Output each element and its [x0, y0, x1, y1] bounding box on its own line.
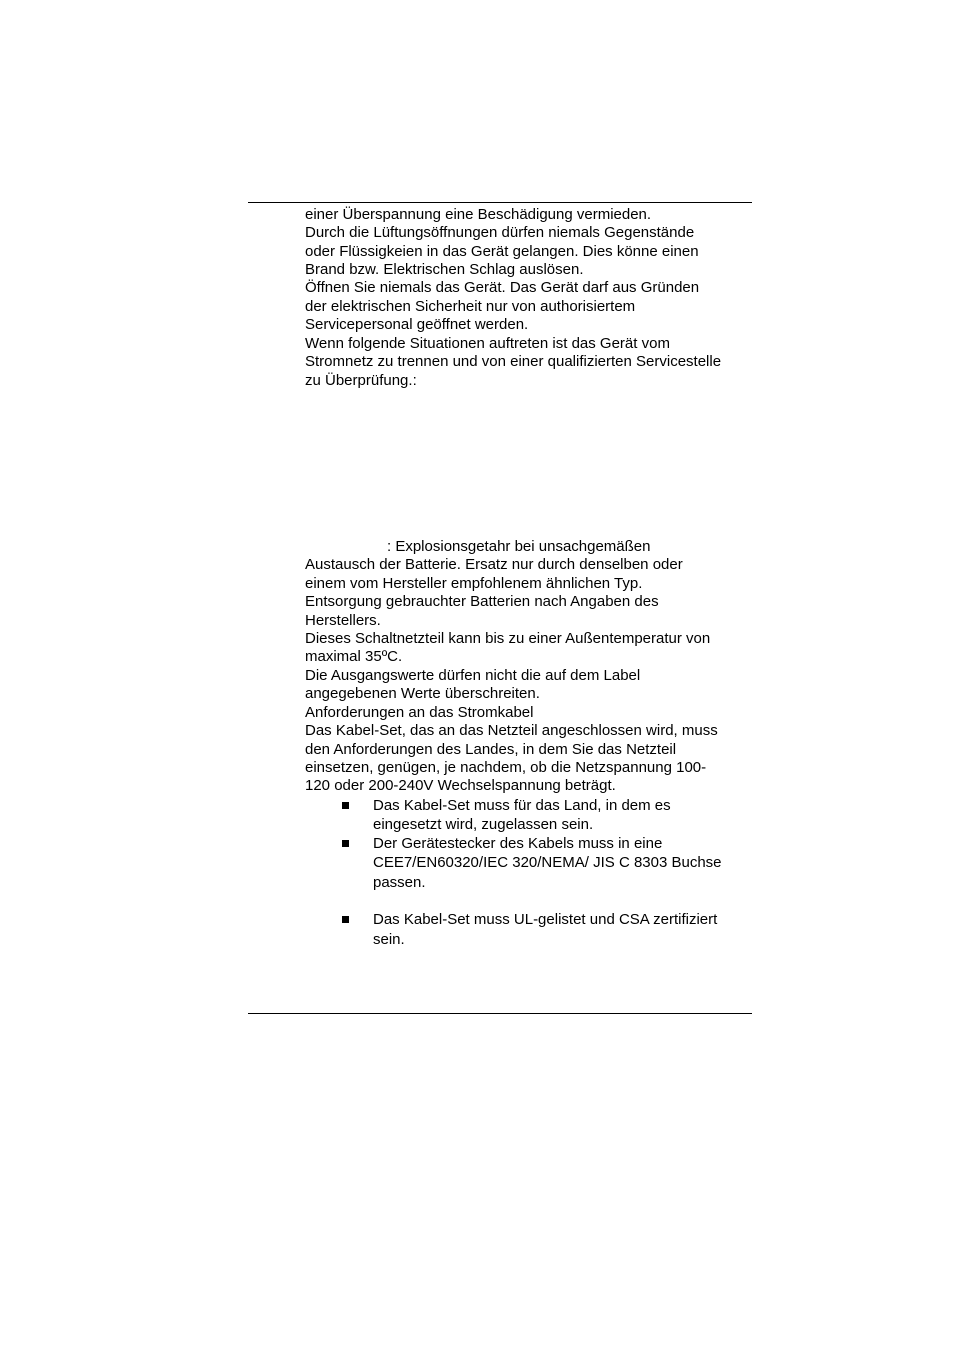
- text-line: zu Überprüfung.:: [305, 372, 417, 389]
- text-line: Austausch der Batterie. Ersatz nur durch denselben oder: [305, 556, 683, 573]
- text-line: Herstellers.: [305, 612, 381, 629]
- text-line: angegebenen Werte überschreiten.: [305, 685, 540, 702]
- bottom-rule: [248, 1013, 752, 1014]
- bullet-text-line: CEE7/EN60320/IEC 320/NEMA/ JIS C 8303 Buchse: [373, 854, 722, 871]
- text-line: Wenn folgende Situationen auftreten ist das Gerät vom: [305, 335, 670, 352]
- text-line: Servicepersonal geöffnet werden.: [305, 316, 529, 333]
- text-line: Anforderungen an das Stromkabel: [305, 704, 534, 721]
- text-line: Die Ausgangswerte dürfen nicht die auf dem Label: [305, 667, 641, 684]
- text-line: den Anforderungen des Landes, in dem Sie das Netzteil: [305, 741, 677, 758]
- text-line: Öffnen Sie niemals das Gerät. Das Gerät darf aus Gründen: [305, 279, 700, 296]
- bullet-square-icon: [342, 840, 349, 847]
- text-line: einer Überspannung eine Beschädigung vermieden.: [305, 206, 652, 223]
- top-rule: [248, 202, 752, 203]
- bullet-square-icon: [342, 802, 349, 809]
- bullet-square-icon: [342, 916, 349, 923]
- text-line: maximal 35ºC.: [305, 648, 403, 665]
- text-line: Das Kabel-Set, das an das Netzteil angeschlossen wird, muss: [305, 722, 718, 739]
- text-line: Brand bzw. Elektrischen Schlag auslösen.: [305, 261, 584, 278]
- bullet-text-line: sein.: [373, 931, 405, 948]
- bullet-text-line: eingesetzt wird, zugelassen sein.: [373, 816, 594, 833]
- text-line: oder Flüssigkeien in das Gerät gelangen. Dies könne einen: [305, 243, 699, 260]
- text-line: Durch die Lüftungsöffnungen dürfen niemals Gegenstände: [305, 224, 695, 241]
- text-line: Stromnetz zu trennen und von einer qualifizierten Servicestelle: [305, 353, 722, 370]
- text-line: einsetzen, genügen, je nachdem, ob die Netzspannung 100-: [305, 759, 707, 776]
- bullet-text-line: passen.: [373, 874, 426, 891]
- bullet-text-line: Das Kabel-Set muss UL-gelistet und CSA zertifiziert: [373, 911, 718, 928]
- text-line: 120 oder 200-240V Wechselspannung beträgt.: [305, 777, 616, 794]
- text-line: einem vom Hersteller empfohlenem ähnlichen Typ.: [305, 575, 643, 592]
- bullet-text-line: Der Gerätestecker des Kabels muss in eine: [373, 835, 663, 852]
- text-line: Dieses Schaltnetzteil kann bis zu einer Außentemperatur von: [305, 630, 711, 647]
- text-line: Entsorgung gebrauchter Batterien nach Angaben des: [305, 593, 659, 610]
- bullet-text-line: Das Kabel-Set muss für das Land, in dem es: [373, 797, 671, 814]
- text-line: : Explosionsgetahr bei unsachgemäßen: [387, 538, 651, 555]
- text-line: der elektrischen Sicherheit nur von authorisiertem: [305, 298, 636, 315]
